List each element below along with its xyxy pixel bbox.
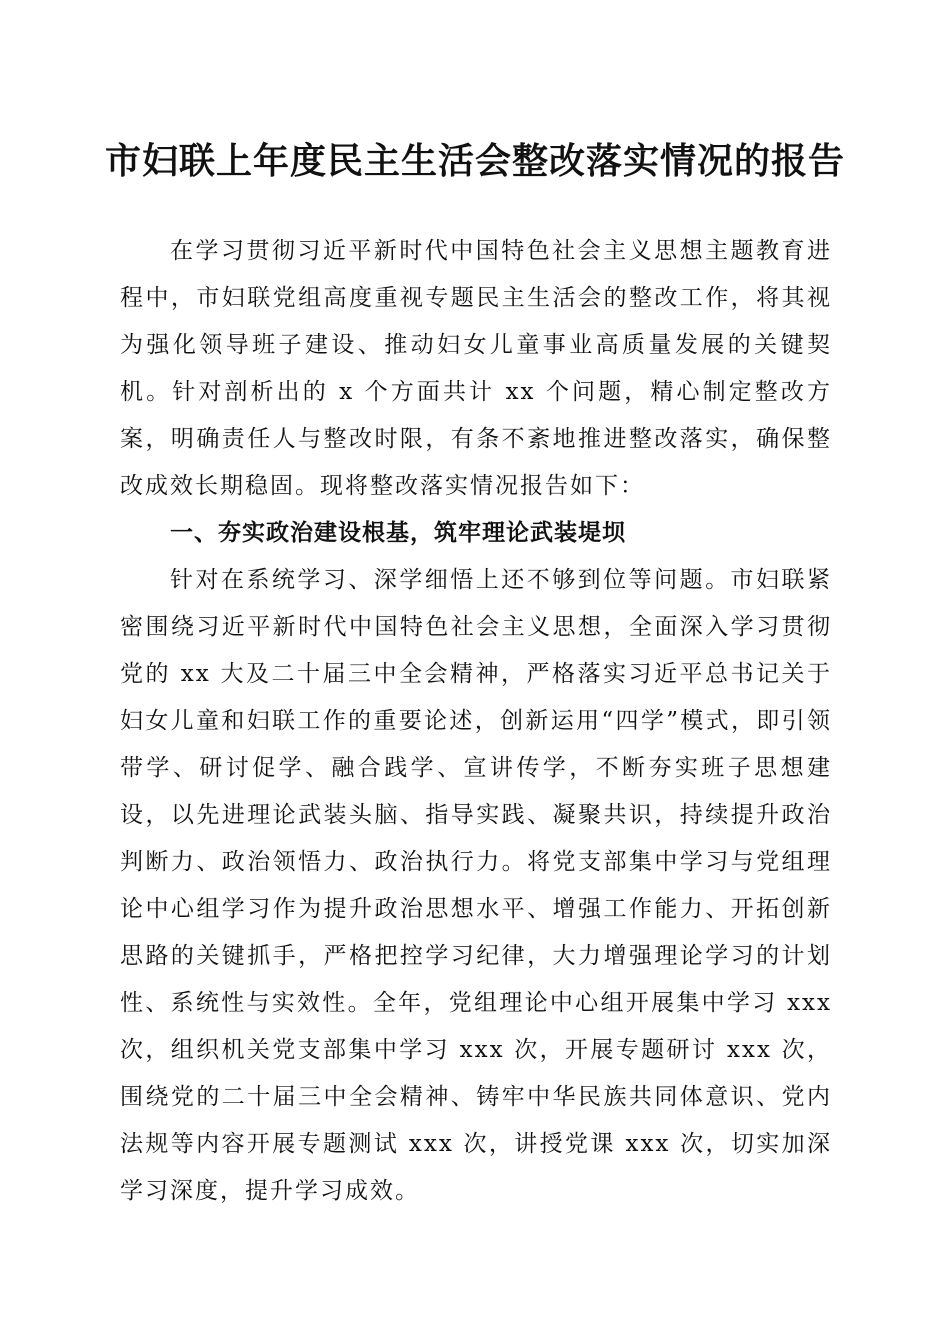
section-1-heading: 一、夯实政治建设根基，筑牢理论武装堤坝 bbox=[170, 520, 626, 546]
intro-paragraph: 在学习贯彻习近平新时代中国特色社会主义思想主题教育进程中，市妇联党组高度重视专题民主生活会的整改工作，将其视为强化领导班子建设、推动妇女儿童事业高质量发展的关键契机。针对剖析出的 x 个方面共计 xx 个问题，精心制定整改方案，明确责任人与整改时限，有条不紊地推进整改落实，确保整改成效长期稳固。现将整改落实情况报告如下： bbox=[120, 238, 832, 499]
document-title: 市妇联上年度民主生活会整改落实情况的报告 bbox=[104, 140, 845, 182]
document-body bbox=[120, 228, 832, 1215]
section-1-paragraph: 针对在系统学习、深学细悟上还不够到位等问题。市妇联紧密围绕习近平新时代中国特色社会主义思想，全面深入学习贯彻党的 xx 大及二十届三中全会精神，严格落实习近平总书记关于妇女儿童和妇联工作的重要论述，创新运用“四学”模式，即引领带学、研讨促学、融合践学、宣讲传学，不断夯实班子思想建设，以先进理论武装头脑、指导实践、凝聚共识，持续提升政治判断力、政治领悟力、政治执行力。将党支部集中学习与党组理论中心组学习作为提升政治思想水平、增强工作能力、开拓创新思路的关键抓手，严格把控学习纪律，大力增强理论学习的计划性、系统性与实效性。全年，党组理论中心组开展集中学习 xxx 次，组织机关党支部集中学习 xxx 次，开展专题研讨 xxx 次，围绕党的二十届三中全会精神、铸牢中华民族共同体意识、党内法规等内容开展专题测试 xxx 次，讲授党课 xxx 次，切实加深学习深度，提升学习成效。 bbox=[120, 567, 832, 1204]
